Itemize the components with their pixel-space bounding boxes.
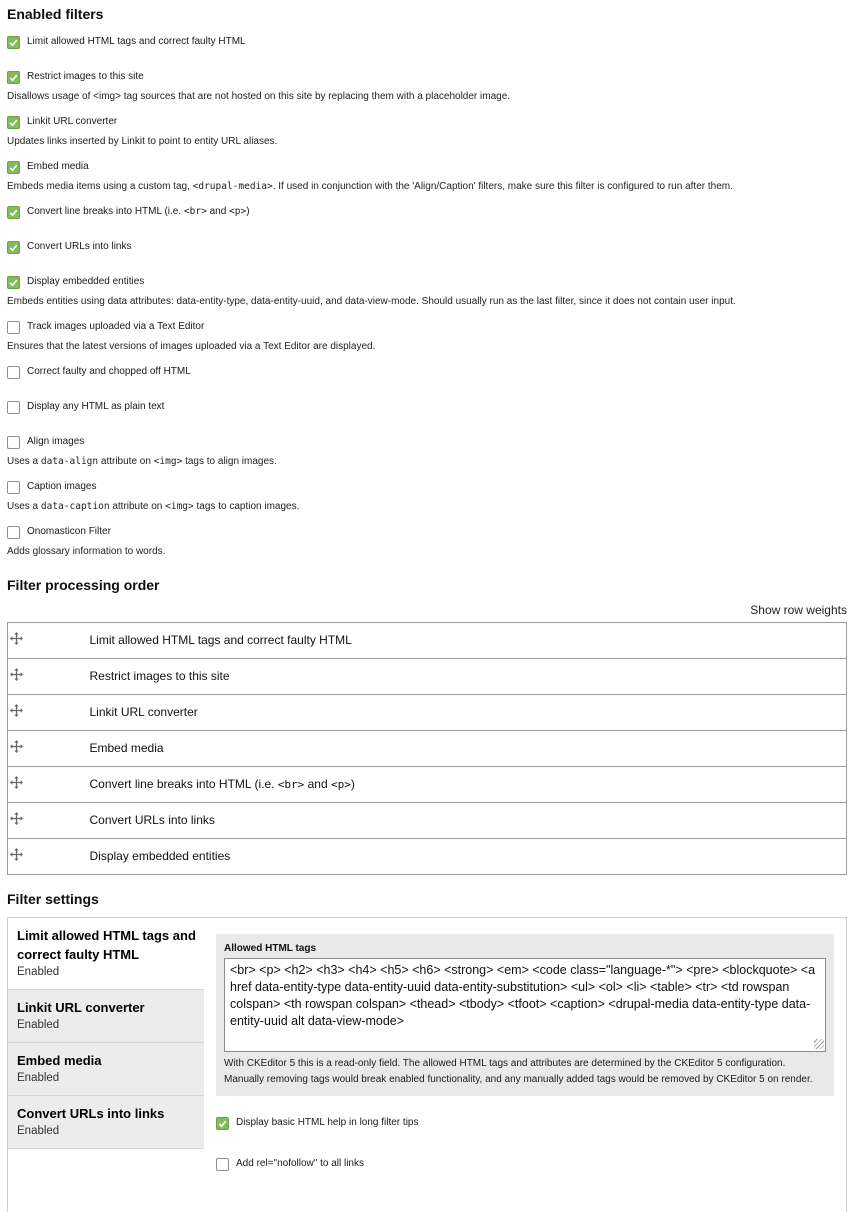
filter-checkbox-row: [7, 432, 847, 452]
filter-description: Embeds media items using a custom tag, <drupal-media>. If used in conjunction with the 'Align/Caption' filters, make sure this filter is configured to run after them.: [7, 181, 733, 192]
drag-handle[interactable]: [10, 632, 23, 645]
show-row-weights-link[interactable]: Show row weights: [750, 603, 847, 617]
filter-settings-pane: [204, 918, 846, 1212]
drag-handle-cell: [8, 803, 88, 839]
filter-description: Uses a data-caption attribute on <img> tags to caption images.: [7, 501, 300, 512]
inline-code: <p>: [331, 778, 351, 791]
filter-checkbox-row: [7, 67, 847, 87]
checkmark-icon: [8, 242, 19, 253]
drag-move-icon: [10, 632, 23, 645]
filter-checkbox-label[interactable]: Align images: [27, 436, 85, 447]
checkmark-icon: [8, 37, 19, 48]
checkbox-checked[interactable]: [7, 36, 20, 49]
drag-handle[interactable]: [10, 704, 23, 717]
filter-item: [216, 1154, 834, 1174]
filter-order-row-label: Limit allowed HTML tags and correct faulty HTML: [89, 633, 352, 647]
vertical-tab[interactable]: [8, 918, 205, 990]
filter-checkbox-label[interactable]: Embed media: [27, 161, 89, 172]
vertical-tab[interactable]: [8, 1043, 204, 1096]
inline-code: <p>: [229, 206, 247, 217]
checkbox-checked[interactable]: [7, 241, 20, 254]
drag-handle[interactable]: [10, 848, 23, 861]
checkbox-unchecked[interactable]: [7, 401, 20, 414]
enabled-filters-list: [7, 32, 847, 561]
textarea-resize-grip-icon[interactable]: [814, 1039, 824, 1049]
drag-handle-cell: [8, 659, 88, 695]
inline-code: <img>: [153, 456, 183, 467]
filter-checkbox-row: [7, 362, 847, 382]
checkbox-unchecked[interactable]: [7, 366, 20, 379]
filter-item: [7, 32, 847, 52]
filter-order-row-label: Display embedded entities: [88, 839, 847, 875]
vertical-tab-title: Convert URLs into links: [17, 1106, 165, 1121]
filter-item: [7, 477, 847, 516]
checkmark-icon: [8, 162, 19, 173]
filter-processing-order-section: [7, 577, 847, 875]
filter-settings-options: [216, 1113, 834, 1174]
filter-checkbox-label[interactable]: Track images uploaded via a Text Editor: [27, 321, 205, 332]
checkbox-unchecked[interactable]: [7, 436, 20, 449]
filter-order-row[interactable]: [8, 731, 847, 767]
filter-order-row[interactable]: [8, 659, 847, 695]
filter-checkbox-row: [7, 112, 847, 132]
filter-order-row-label: Embed media: [88, 731, 847, 767]
filter-order-row[interactable]: [8, 767, 847, 803]
filter-description: Ensures that the latest versions of images uploaded via a Text Editor are displayed.: [7, 341, 376, 352]
drag-move-icon: [10, 812, 23, 825]
filter-item: [7, 362, 847, 382]
filter-checkbox-label[interactable]: Display any HTML as plain text: [27, 401, 165, 412]
checkmark-icon: [8, 207, 19, 218]
vertical-tab-status: Enabled: [17, 1125, 60, 1137]
filter-order-row[interactable]: [8, 623, 847, 659]
filter-description: Disallows usage of <img> tag sources that are not hosted on this site by replacing them with a placeholder image.: [7, 91, 511, 102]
filter-order-row[interactable]: [8, 839, 847, 875]
checkbox-checked[interactable]: [7, 206, 20, 219]
enabled-filters-heading: Enabled filters: [7, 6, 104, 22]
filter-item: [7, 157, 847, 196]
filter-item: [7, 397, 847, 417]
checkmark-icon: [217, 1118, 228, 1129]
checkbox-checked[interactable]: [216, 1117, 229, 1130]
filter-item: [7, 202, 847, 222]
checkmark-icon: [8, 117, 19, 128]
vertical-tab-title: Embed media: [17, 1053, 102, 1068]
filter-checkbox-row: [7, 32, 847, 52]
filter-item: [7, 237, 847, 257]
inline-code: <br>: [277, 778, 305, 791]
filter-settings-section: [7, 891, 847, 1212]
filter-checkbox-label[interactable]: Display basic HTML help in long filter tips: [236, 1117, 419, 1128]
filter-checkbox-row: [7, 477, 847, 497]
vertical-tab-status: Enabled: [17, 1072, 60, 1084]
filter-checkbox-row: [7, 317, 847, 337]
filter-checkbox-label[interactable]: Caption images: [27, 481, 97, 492]
inline-code: <img>: [165, 501, 194, 512]
filter-item: [7, 432, 847, 471]
checkbox-unchecked[interactable]: [7, 526, 20, 539]
drag-handle-cell: [8, 695, 88, 731]
filter-description: Adds glossary information to words.: [7, 546, 166, 557]
filter-item: [7, 112, 847, 151]
drag-move-icon: [10, 704, 23, 717]
vertical-tab[interactable]: [8, 1096, 204, 1149]
vertical-tab-status: Enabled: [17, 966, 60, 978]
filter-item: [7, 317, 847, 356]
checkbox-unchecked[interactable]: [7, 321, 20, 334]
filter-processing-order-heading: Filter processing order: [7, 577, 160, 593]
drag-handle[interactable]: [10, 812, 23, 825]
filter-settings-heading: Filter settings: [7, 891, 99, 907]
filter-order-table: [7, 622, 847, 875]
vertical-tab[interactable]: [8, 990, 204, 1043]
filter-order-row[interactable]: [8, 695, 847, 731]
checkbox-checked[interactable]: [7, 116, 20, 129]
vertical-tab-title: Linkit URL converter: [17, 1000, 145, 1015]
inline-code: <drupal-media>: [192, 181, 273, 192]
filter-checkbox-label[interactable]: Convert line breaks into HTML (i.e. <br> and <p>): [27, 206, 250, 217]
vertical-tab-status: Enabled: [17, 1019, 60, 1031]
filter-checkbox-row: [216, 1113, 834, 1133]
vertical-tabs-panel: [7, 917, 847, 1212]
allowed-html-tags-textarea[interactable]: [224, 958, 826, 1052]
filter-checkbox-label[interactable]: Restrict images to this site: [27, 71, 144, 82]
inline-code: data-align: [40, 456, 99, 467]
inline-code: <br>: [183, 206, 207, 217]
enabled-filters-section: [7, 6, 847, 561]
drag-move-icon: [10, 740, 23, 753]
filter-order-row-label: Restrict images to this site: [88, 659, 847, 695]
filter-checkbox-row: [216, 1154, 834, 1174]
filter-item: [216, 1113, 834, 1133]
drag-handle[interactable]: [10, 668, 23, 681]
filter-description: Updates links inserted by Linkit to point to entity URL aliases.: [7, 136, 278, 147]
drag-handle-cell: [8, 623, 88, 659]
filter-checkbox-row: [7, 237, 847, 257]
vertical-tab-title: Limit allowed HTML tags and correct faulty HTML: [17, 928, 196, 962]
filter-checkbox-label[interactable]: Onomasticon Filter: [27, 526, 111, 537]
filter-checkbox-row: [7, 522, 847, 542]
filter-item: [7, 272, 847, 311]
filter-checkbox-label[interactable]: Convert URLs into links: [27, 241, 132, 252]
allowed-html-tags-label: Allowed HTML tags: [224, 943, 317, 954]
inline-code: data-caption: [40, 501, 110, 512]
filter-order-row-label: Linkit URL converter: [88, 695, 847, 731]
drag-handle[interactable]: [10, 740, 23, 753]
filter-checkbox-row: [7, 272, 847, 292]
drag-move-icon: [10, 848, 23, 861]
filter-checkbox-label[interactable]: Add rel="nofollow" to all links: [236, 1158, 364, 1169]
checkmark-icon: [8, 72, 19, 83]
drag-move-icon: [10, 668, 23, 681]
drag-handle[interactable]: [10, 776, 23, 789]
filter-checkbox-row: [7, 397, 847, 417]
filter-checkbox-row: [7, 202, 847, 222]
checkmark-icon: [8, 277, 19, 288]
filter-checkbox-row: [7, 157, 847, 177]
filter-item: [7, 67, 847, 106]
drag-handle-cell: [8, 839, 88, 875]
filter-checkbox-label[interactable]: Correct faulty and chopped off HTML: [27, 366, 191, 377]
checkbox-unchecked[interactable]: [7, 481, 20, 494]
checkbox-checked[interactable]: [7, 161, 20, 174]
drag-move-icon: [10, 776, 23, 789]
filter-checkbox-label[interactable]: Display embedded entities: [27, 276, 145, 287]
filter-checkbox-label[interactable]: Limit allowed HTML tags and correct faulty HTML: [27, 36, 246, 47]
filter-checkbox-label[interactable]: Linkit URL converter: [27, 116, 118, 127]
checkbox-checked[interactable]: [7, 71, 20, 84]
filter-item: [7, 522, 847, 561]
filter-description: Uses a data-align attribute on <img> tags to align images.: [7, 456, 277, 467]
drag-handle-cell: [8, 731, 88, 767]
drag-handle-cell: [8, 767, 88, 803]
filter-order-row-label: Convert line breaks into HTML (i.e. <br> and <p>): [88, 767, 847, 803]
checkbox-checked[interactable]: [7, 276, 20, 289]
allowed-html-tags-field: [216, 934, 834, 1096]
allowed-html-tags-description: With CKEditor 5 this is a read-only field. The allowed HTML tags and attributes are determined by the CKEditor 5 configuration. Manually removing tags would break enabled functionality, and any manually added tags would be removed by CKEditor 5 on render.: [224, 1058, 813, 1085]
filter-order-row-label: Convert URLs into links: [88, 803, 847, 839]
vertical-tabs-list: [8, 918, 204, 1212]
checkbox-unchecked[interactable]: [216, 1158, 229, 1171]
filter-order-row[interactable]: [8, 803, 847, 839]
filter-description: Embeds entities using data attributes: data-entity-type, data-entity-uuid, and data-view-mode. Should usually run as the last filter, since it does not contain user input.: [7, 296, 736, 307]
